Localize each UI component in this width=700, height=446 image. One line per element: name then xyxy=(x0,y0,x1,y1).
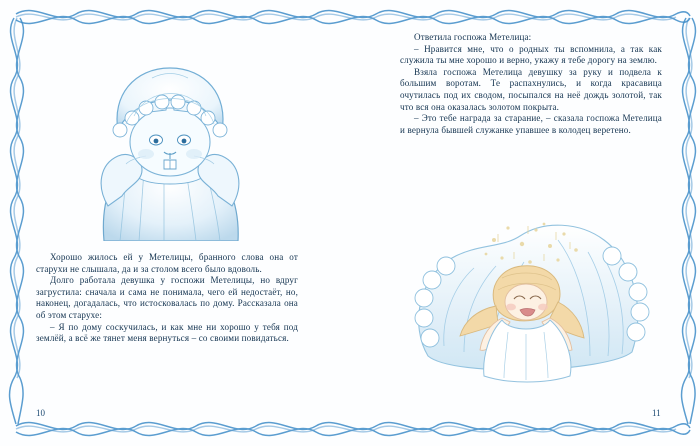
page-number-left: 10 xyxy=(36,408,45,418)
paragraph: Долго работала девушка у госпожи Метелицы, но вдруг загрустила: сначала и сама не понимала, чего ей недостаёт, но, наконец, догадалась, что истосковалась по дому. Рассказала она об этом старухе: xyxy=(36,275,298,320)
paragraph: Ответила госпожа Метелица: xyxy=(414,32,532,42)
paragraph: – Я по дому соскучилась, и как мне ни хорошо у тебя под землёй, а всё же тянет меня вернуться – со своими повидаться. xyxy=(36,321,298,344)
paragraph: – Это тебе награда за старание, – сказала госпожа Метелица и вернула бывшей служанке упавшее в колодец веретено. xyxy=(400,113,662,135)
paragraph: – Нравится мне, что о родных ты вспомнила, а так как служила ты мне хорошо и верно, укажу я тебе дорогу на землю. xyxy=(400,43,662,66)
left-page-body-text xyxy=(36,252,298,345)
right-page-body-text xyxy=(400,32,662,136)
illustration-golden-rain-girl xyxy=(398,206,666,388)
paragraph: Хорошо жилось ей у Метелицы, бранного слова она от старухи не слышала, да и за столом всего было вдоволь. xyxy=(36,252,298,274)
illustration-frau-holle-bunny xyxy=(64,56,274,241)
paragraph: Взяла госпожа Метелица девушку за руку и подвела к большим воротам. Те распахнулись, и когда красавица очутилась под их сводом, посыпался на неё дождь золотой, так что вся она оказалась золотом покрыта. xyxy=(400,66,662,112)
page-number-right: 11 xyxy=(652,408,661,418)
